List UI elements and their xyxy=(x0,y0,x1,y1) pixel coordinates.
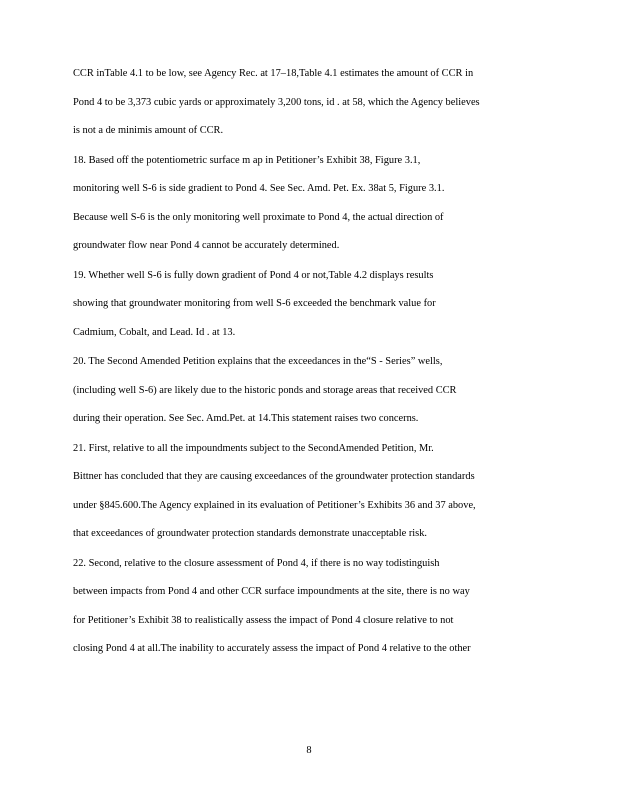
text-line: during their operation. See Sec. Amd.Pet. at 14.This statement raises two concerns. xyxy=(73,413,419,424)
text-line: under §845.600.The Agency explained in its evaluation of Petitioner’s Exhibits 36 and 37 above, xyxy=(73,499,476,511)
paragraph-continuation xyxy=(73,68,538,137)
text-line: between impacts from Pond 4 and other CCR surface impoundments at the site, there is no way xyxy=(73,586,470,597)
paragraph-21 xyxy=(73,443,538,541)
text-line: 18. Based off the potentiometric surface m ap in Petitioner’s Exhibit 38, Figure 3.1, xyxy=(73,154,421,166)
text-line: 21. First, relative to all the impoundments subject to the SecondAmended Petition, Mr. xyxy=(73,442,434,454)
text-line: CCR inTable 4.1 to be low, see Agency Rec. at 17–18,Table 4.1 estimates the amount of CCR in xyxy=(73,68,474,79)
page-number: 8 xyxy=(306,745,312,756)
paragraph-18 xyxy=(73,155,538,253)
text-line: monitoring well S-6 is side gradient to Pond 4. See Sec. Amd. Pet. Ex. 38at 5, Figure 3.1. xyxy=(73,183,445,194)
text-line: is not a de minimis amount of CCR. xyxy=(73,125,224,136)
text-line: Bittner has concluded that they are causing exceedances of the groundwater protection standards xyxy=(73,471,475,482)
text-line: closing Pond 4 at all.The inability to accurately assess the impact of Pond 4 relative to the other xyxy=(73,643,471,654)
paragraph-22 xyxy=(73,558,538,656)
paragraph-20 xyxy=(73,356,538,425)
paragraph-19 xyxy=(73,270,538,339)
text-line: 22. Second, relative to the closure assessment of Pond 4, if there is no way todistinguish xyxy=(73,557,440,569)
text-line: showing that groundwater monitoring from well S-6 exceeded the benchmark value for xyxy=(73,298,436,309)
text-line: Pond 4 to be 3,373 cubic yards or approximately 3,200 tons, id . at 58, which the Agency believes xyxy=(73,96,480,108)
text-line: Cadmium, Cobalt, and Lead. Id . at 13. xyxy=(73,326,236,338)
text-line: for Petitioner’s Exhibit 38 to realistically assess the impact of Pond 4 closure relative to not xyxy=(73,614,454,626)
text-line: 20. The Second Amended Petition explains that the exceedances in the“S - Series” wells, xyxy=(73,356,443,367)
text-line: Because well S-6 is the only monitoring well proximate to Pond 4, the actual direction of xyxy=(73,211,444,223)
text-line: (including well S-6) are likely due to the historic ponds and storage areas that received CCR xyxy=(73,384,457,396)
text-line: groundwater flow near Pond 4 cannot be accurately determined. xyxy=(73,240,340,251)
text-line: that exceedances of groundwater protection standards demonstrate unacceptable risk. xyxy=(73,528,428,539)
text-line: 19. Whether well S-6 is fully down gradient of Pond 4 or not,Table 4.2 displays results xyxy=(73,269,434,281)
